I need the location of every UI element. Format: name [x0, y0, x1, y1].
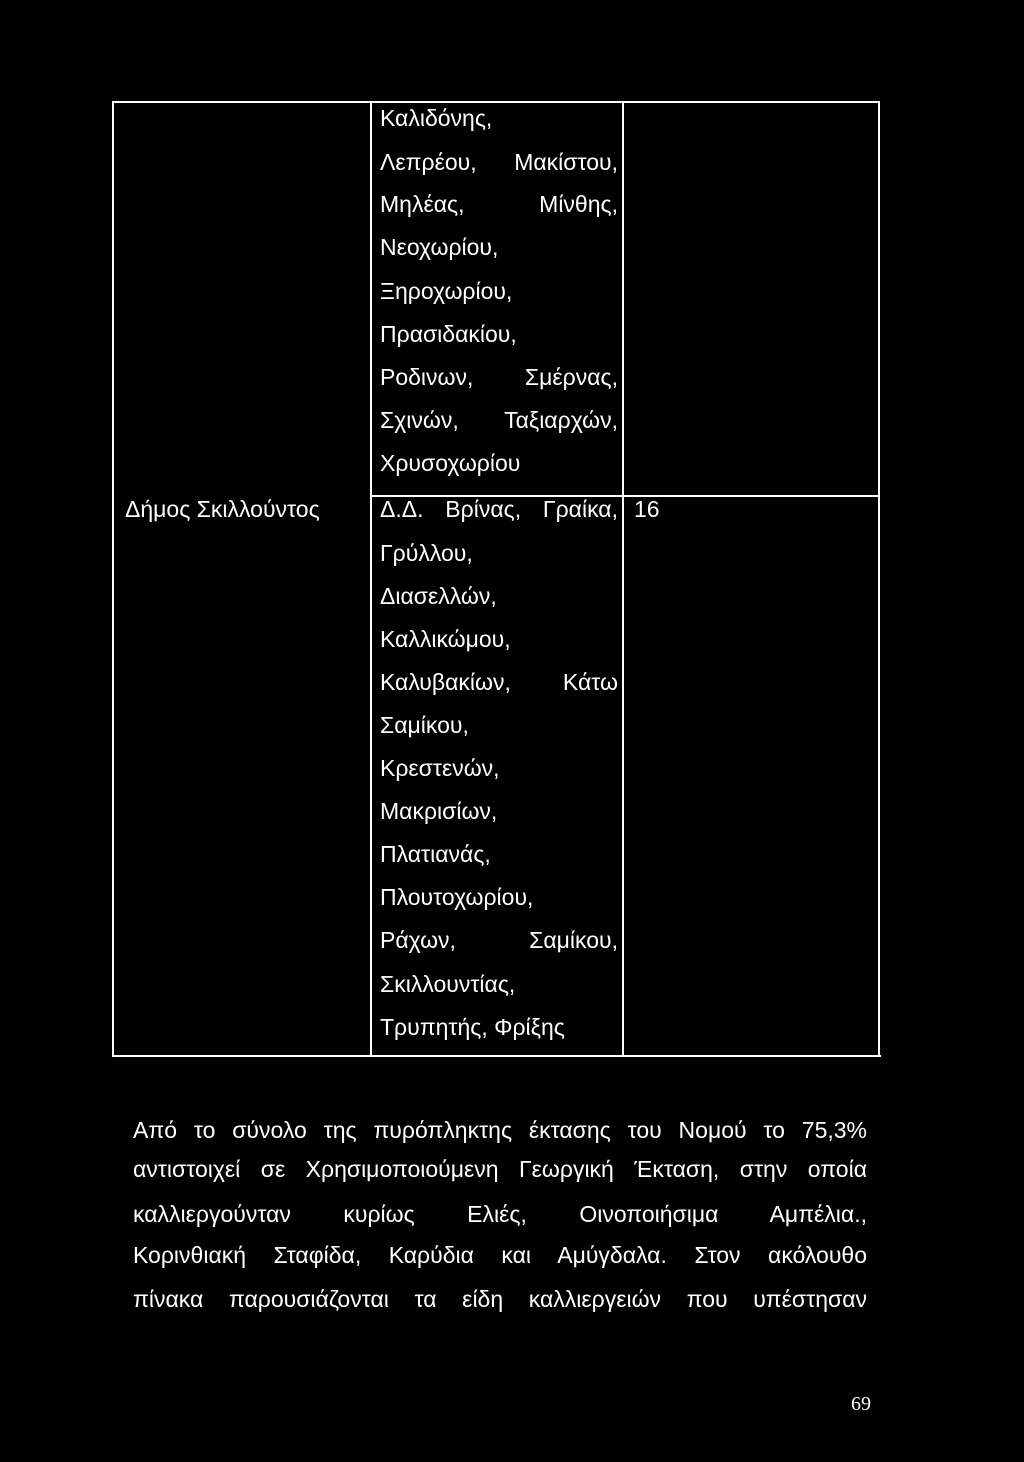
village-line: Δ.Δ. Βρίνας, Γραίκα,	[380, 496, 618, 522]
village-line: Ροδινων, Σμέρνας,	[380, 364, 618, 390]
village-line: Πρασιδακίου,	[380, 321, 517, 347]
village-line: Ξηροχωρίου,	[380, 278, 513, 304]
municipality-name: Δήμος Σκιλλούντος	[125, 496, 320, 522]
village-line: Καλυβακίων, Κάτω	[380, 669, 618, 695]
village-line: Κρεστενών,	[380, 755, 500, 781]
paragraph-line: Κορινθιακή Σταφίδα, Καρύδια και Αμύγδαλα. Στον ακόλουθο	[133, 1242, 867, 1268]
table-right-border	[878, 101, 880, 1057]
village-line: Πλουτοχωρίου,	[380, 884, 534, 910]
table-column-divider-1	[370, 101, 372, 1057]
village-line: Μακρισίων,	[380, 798, 498, 824]
village-line: Πλατιανάς,	[380, 841, 491, 867]
table-bottom-border	[112, 1055, 881, 1057]
paragraph-line: πίνακα παρουσιάζονται τα είδη καλλιεργειών που υπέστησαν	[133, 1286, 867, 1312]
village-line: Τρυπητής, Φρίξης	[380, 1014, 565, 1040]
village-line: Σκιλλουντίας,	[380, 971, 516, 997]
village-line: Καλλικώμου,	[380, 626, 511, 652]
village-line: Σαμίκου,	[380, 712, 469, 738]
village-line: Γρύλλου,	[380, 540, 473, 566]
table-left-border	[112, 101, 114, 1057]
table-top-border	[112, 101, 879, 103]
village-line: Λεπρέου, Μακίστου,	[380, 149, 618, 175]
paragraph-line: Από το σύνολο της πυρόπληκτης έκτασης του Νομού το 75,3%	[133, 1117, 867, 1143]
paragraph-line: καλλιεργούνταν κυρίως Ελιές, Οινοποιήσιμα Αμπέλια.,	[133, 1201, 867, 1227]
paragraph-line: αντιστοιχεί σε Χρησιμοποιούμενη Γεωργική Έκταση, στην οποία	[133, 1156, 867, 1182]
village-line: Ράχων, Σαμίκου,	[380, 927, 618, 953]
table-column-divider-2	[622, 101, 624, 1057]
village-line: Χρυσοχωρίου	[380, 450, 521, 476]
village-line: Μηλέας, Μίνθης,	[380, 191, 618, 217]
village-line: Σχινών, Ταξιαρχών,	[380, 407, 618, 433]
village-count: 16	[634, 496, 660, 522]
page-number: 69	[851, 1393, 871, 1415]
village-line: Νεοχωρίου,	[380, 234, 499, 260]
village-line: Καλιδόνης,	[380, 105, 493, 131]
village-line: Διασελλών,	[380, 583, 497, 609]
